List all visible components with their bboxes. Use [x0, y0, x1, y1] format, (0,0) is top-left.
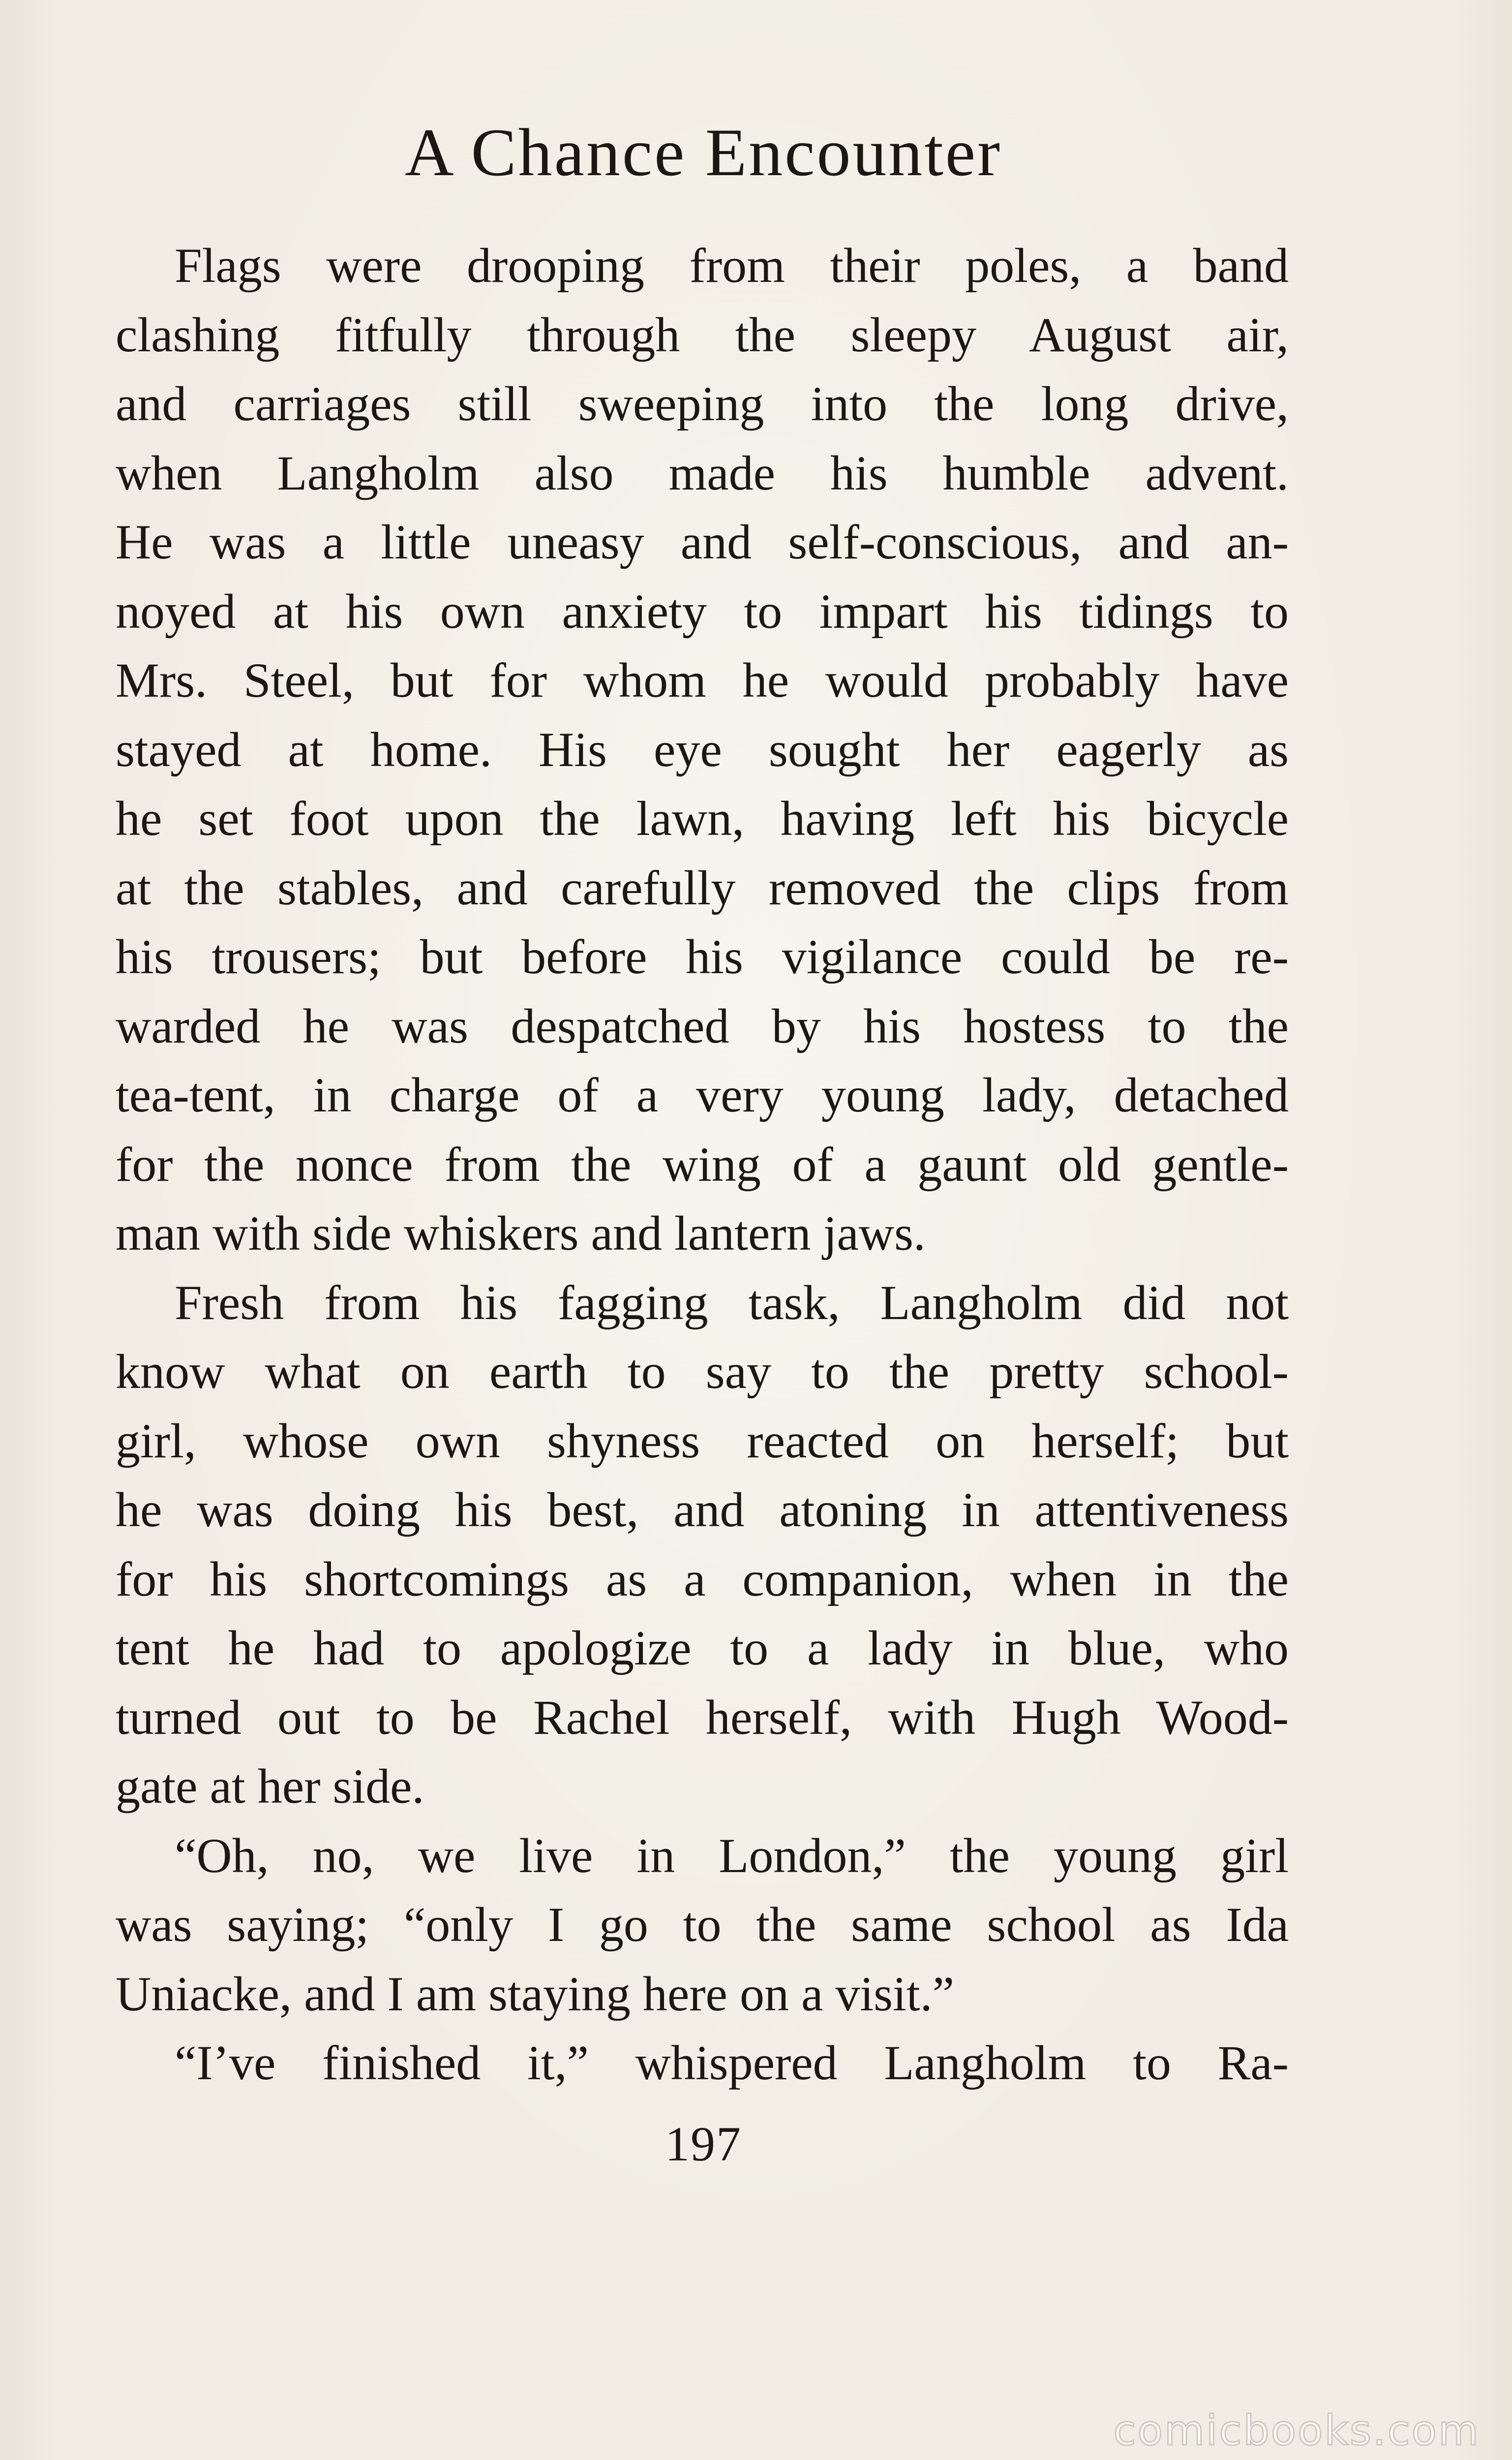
text-line: gate at her side.	[116, 1759, 424, 1814]
text-line: clashing fitfully through the sleepy August air,	[116, 307, 1289, 362]
text-line: for the nonce from the wing of a gaunt old gentle-	[116, 1137, 1289, 1192]
text-line: and carriages still sweeping into the long drive,	[116, 376, 1289, 431]
text-line: when Langholm also made his humble advent.	[116, 445, 1289, 500]
text-line: Uniacke, and I am staying here on a visit.”	[116, 1966, 954, 2021]
text-line: warded he was despatched by his hostess to the	[116, 998, 1289, 1053]
text-line: He was a little uneasy and self-conscious, and an-	[116, 515, 1289, 569]
text-line: girl, whose own shyness reacted on herself; but	[116, 1413, 1289, 1468]
text-line: for his shortcomings as a companion, when in the	[116, 1551, 1289, 1606]
text-line: tent he had to apologize to a lady in blue, who	[116, 1621, 1289, 1675]
text-line: stayed at home. His eye sought her eagerly as	[116, 722, 1289, 777]
chapter-title: A Chance Encounter	[405, 115, 1002, 190]
body-text	[116, 231, 1289, 2098]
text-line: he was doing his best, and atoning in attentiveness	[116, 1482, 1289, 1537]
text-line: noyed at his own anxiety to impart his tidings to	[116, 584, 1289, 639]
text-line: turned out to be Rachel herself, with Hugh Wood-	[116, 1690, 1289, 1745]
text-line: his trousers; but before his vigilance could be re-	[116, 929, 1289, 984]
text-line: know what on earth to say to the pretty school-	[116, 1344, 1289, 1399]
text-line: “I’ve finished it,” whispered Langholm to Ra-	[175, 2035, 1289, 2090]
watermark: comicbooks.com	[1113, 2406, 1480, 2455]
text-line: he set foot upon the lawn, having left his bicycle	[116, 791, 1289, 846]
text-line: was saying; “only I go to the same school as Ida	[116, 1897, 1289, 1952]
text-line: Fresh from his fagging task, Langholm did not	[175, 1275, 1289, 1330]
text-line: Mrs. Steel, but for whom he would probably have	[116, 653, 1289, 707]
text-line: at the stables, and carefully removed the clips from	[116, 860, 1289, 915]
text-line: Flags were drooping from their poles, a band	[175, 238, 1289, 293]
text-line: man with side whiskers and lantern jaws.	[116, 1206, 926, 1261]
text-line: tea-tent, in charge of a very young lady, detached	[116, 1068, 1289, 1122]
text-line: “Oh, no, we live in London,” the young girl	[175, 1828, 1289, 1883]
page-number: 197	[665, 2117, 742, 2171]
